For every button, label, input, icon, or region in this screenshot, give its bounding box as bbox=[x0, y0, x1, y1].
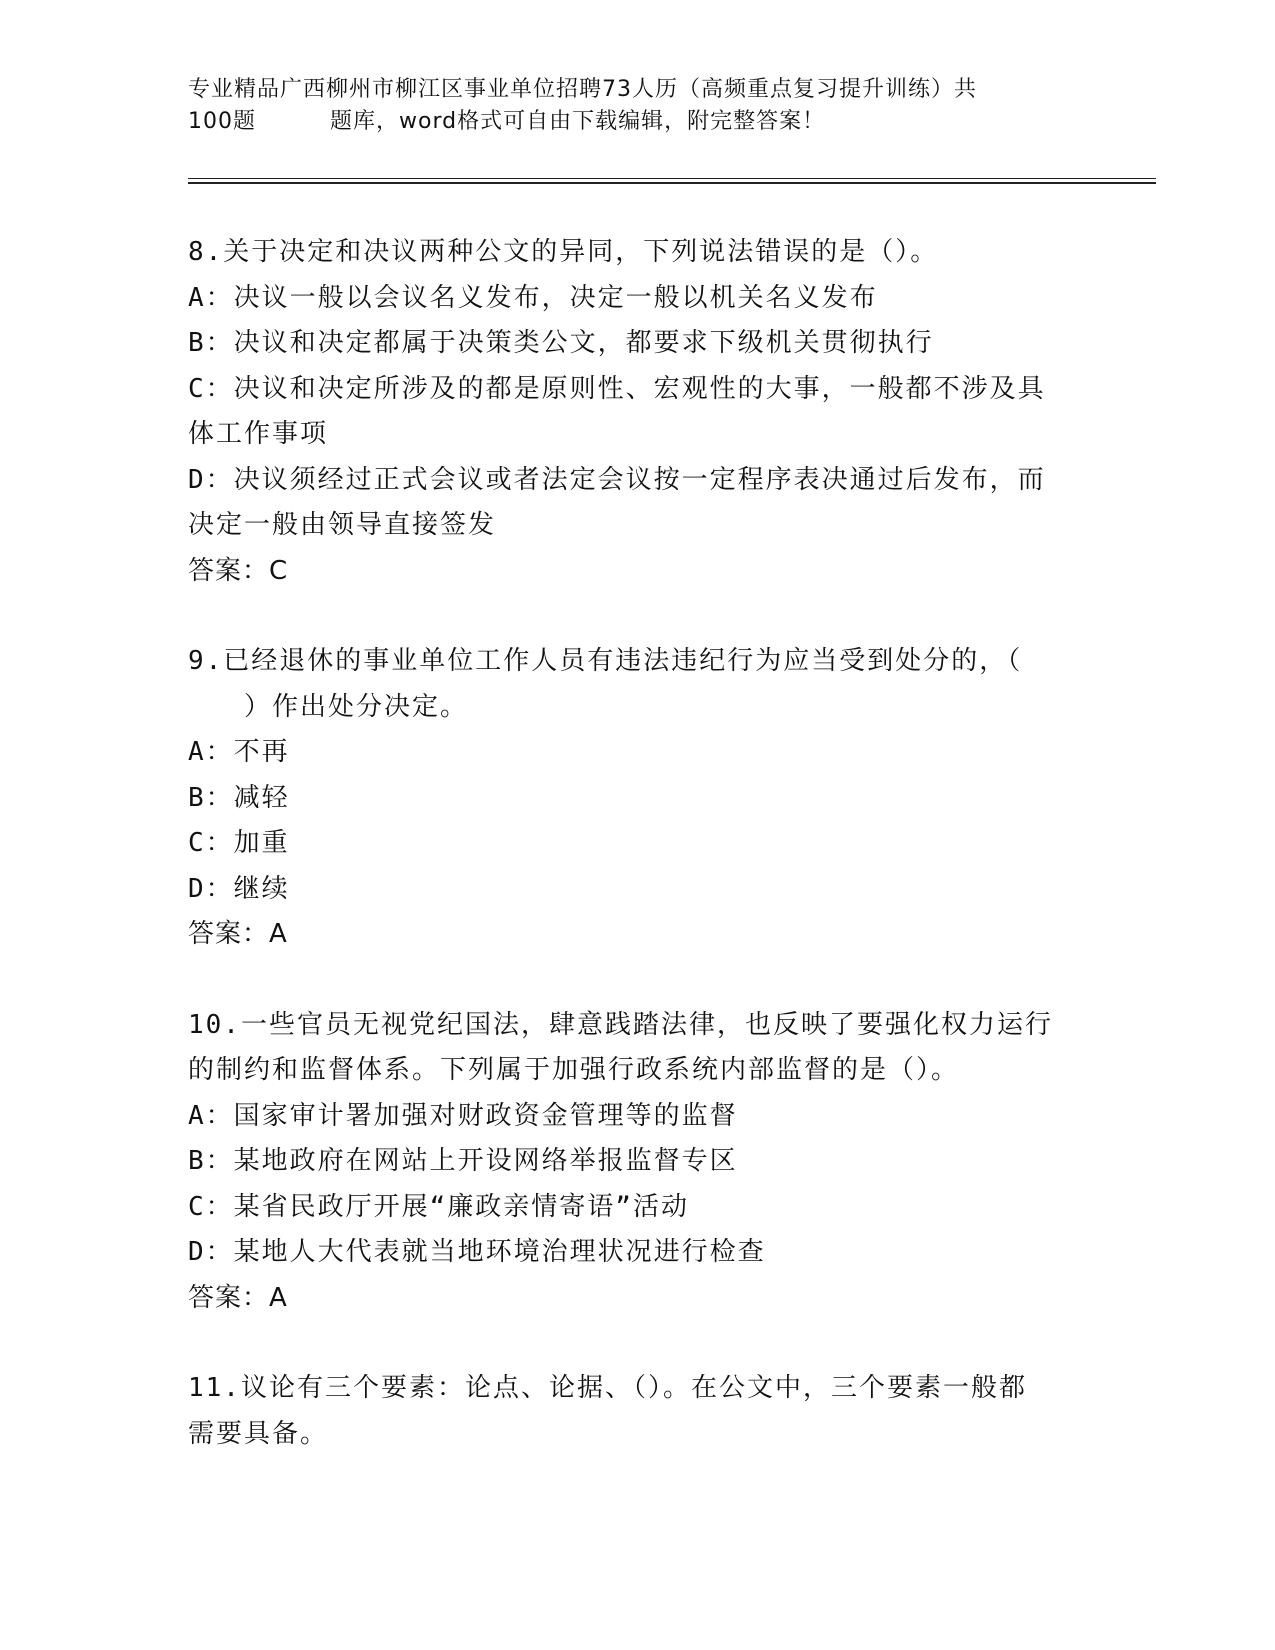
question-stem: ）作出处分决定。 bbox=[244, 691, 469, 722]
question-stem: 11.议论有三个要素：论点、论据、（）。在公文中，三个要素一般都 bbox=[188, 1373, 1027, 1403]
answer-option: C：某省民政厅开展“廉政亲情寄语”活动 bbox=[188, 1191, 689, 1222]
header-title-line1: 专业精品广西柳州市柳江区事业单位招聘73人历（高频重点复习提升训练）共 bbox=[188, 77, 977, 102]
header-question-count: 100题 bbox=[188, 109, 256, 134]
question-stem: 的制约和监督体系。下列属于加强行政系统内部监督的是（）。 bbox=[188, 1055, 960, 1085]
question-block bbox=[188, 230, 1088, 594]
answer-option: A：决议一般以会议名义发布，决定一般以机关名义发布 bbox=[188, 282, 878, 313]
question-block bbox=[188, 1003, 1088, 1322]
question-stem: 9.已经退休的事业单位工作人员有违法违纪行为应当受到处分的，（ bbox=[188, 646, 1023, 676]
answer-option: B：某地政府在网站上开设网络举报监督专区 bbox=[188, 1146, 738, 1176]
answer-option: A：不再 bbox=[188, 737, 290, 767]
answer-option: A：国家审计署加强对财政资金管理等的监督 bbox=[188, 1100, 738, 1131]
answer-key: 答案：A bbox=[188, 919, 288, 949]
answer-option: C：加重 bbox=[188, 828, 290, 858]
header-divider-thin bbox=[188, 178, 1156, 179]
answer-option: 体工作事项 bbox=[188, 419, 329, 449]
header-divider-thick bbox=[188, 182, 1156, 184]
answer-option: B：决议和决定都属于决策类公文，都要求下级机关贯彻执行 bbox=[188, 328, 934, 358]
question-stem: 8.关于决定和决议两种公文的异同，下列说法错误的是（）。 bbox=[188, 237, 939, 267]
answer-option: C：决议和决定所涉及的都是原则性、宏观性的大事，一般都不涉及具 bbox=[188, 373, 1046, 404]
question-stem: 需要具备。 bbox=[188, 1418, 329, 1449]
answer-option: D：继续 bbox=[188, 873, 290, 904]
header-title-line2 bbox=[188, 106, 1068, 138]
answer-option: B：减轻 bbox=[188, 782, 290, 813]
question-list bbox=[188, 230, 1088, 1502]
question-block bbox=[188, 639, 1088, 958]
answer-option: 决定一般由领导直接签发 bbox=[188, 510, 497, 540]
answer-option: D：某地人大代表就当地环境治理状况进行检查 bbox=[188, 1237, 766, 1267]
question-stem: 10.一些官员无视党纪国法，肆意践踏法律，也反映了要强化权力运行 bbox=[188, 1009, 1053, 1040]
answer-key: 答案：C bbox=[188, 555, 289, 586]
header-description: 题库，word格式可自由下载编辑，附完整答案！ bbox=[330, 109, 826, 134]
answer-option: D：决议须经过正式会议或者法定会议按一定程序表决通过后发布，而 bbox=[188, 464, 1046, 495]
question-block bbox=[188, 1366, 1088, 1457]
answer-key: 答案：A bbox=[188, 1282, 288, 1313]
document-header bbox=[188, 74, 1068, 138]
